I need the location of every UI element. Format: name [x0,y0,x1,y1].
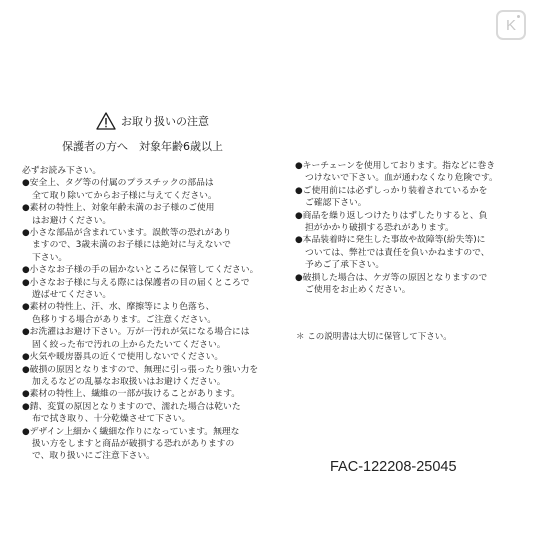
caution-item-continuation: で、取り扱いにご注意下さい。 [32,451,155,462]
caution-item-continuation: ついては、弊社では責任を負いかねますので、 [305,247,490,258]
caution-item-continuation: 予めご了承下さい。 [305,260,385,271]
caution-item-continuation: 担がかかり破損する恐れがあります。 [305,223,454,234]
caution-item-text: ●小さなお子様に与える際には保護者の目の届くところで [22,277,250,288]
caution-item-continuation: つけないで下さい。血が通わなくなり危険です。 [305,173,498,184]
caution-item-continuation: ますので、3歳未満のお子様には絶対に与えないで [32,240,231,251]
caution-item-text: ●破損の原因となりますので、無理に引っ張ったり強い力を [22,364,259,375]
caution-item-continuation: 固く絞った布で汚れの上からたたいてください。 [32,339,226,350]
caution-item-text: ●デザイン上細かく繊細な作りになっています。無理な [22,426,240,437]
caution-item-text: ●ご使用前には必ずしっかり装着されているかを [295,185,488,196]
caution-item [22,227,267,264]
product-code: FAC-122208-25045 [330,459,457,475]
caution-item [22,388,267,400]
right-caution-list [295,160,520,296]
caution-item [22,277,267,302]
caution-item [295,272,520,297]
caution-item-text: ●お洗濯はお避け下さい。万が一汚れが気になる場合には [22,327,250,338]
caution-item [22,326,267,351]
caution-item [22,177,267,202]
k-logo-icon [496,10,526,40]
caution-item-text: ●小さなお子様の手の届かないところに保管してください。 [22,265,259,276]
caution-item-text: ●本品装着時に発生した事故や故障等(紛失等)に [295,235,486,246]
caution-item-text: ●錆、変質の原因となりますので、濡れた場合は乾いた [22,401,241,412]
caution-item [295,234,520,271]
caution-item [22,165,267,177]
caution-item [22,301,267,326]
caution-item-continuation: ご確認下さい。 [305,198,367,209]
caution-item-continuation: ご使用をお止めください。 [305,285,411,296]
caution-item [22,426,267,463]
caution-item [22,351,267,363]
warning-triangle-icon [96,112,116,130]
keep-manual-note: ＊ この説明書は大切に保管して下さい。 [296,332,452,342]
caution-item-text: 必ずお読み下さい。 [22,166,102,176]
caution-item-text: ●素材の特性上、汗、水、摩擦等により色落ち、 [22,302,215,313]
caution-item [295,185,520,210]
logo-letter: K [505,16,516,34]
caution-item-continuation: 加えるなどの乱暴なお取扱いはお避けください。 [32,376,226,387]
caution-header [96,110,236,132]
caution-item-continuation: 布で拭き取り、十分乾燥させて下さい。 [32,414,191,425]
caution-item-text: ●破損した場合は、ケガ等の原因となりますので [295,272,488,283]
caution-title: お取り扱いの注意 [121,115,209,128]
caution-item-continuation: 下さい。 [32,252,68,263]
caution-item-continuation: 全て取り除いてからお子様に与えてください。 [32,190,217,201]
caution-item-text: ●キーチェーンを使用しております。指などに巻き [295,161,496,171]
caution-item [22,202,267,227]
age-subtitle: 保護者の方へ 対象年齢6歳以上 [62,140,223,153]
caution-item [295,160,520,185]
caution-item-text: ●火気や暖房器具の近くで使用しないでください。 [22,352,224,363]
caution-item [295,210,520,235]
caution-item [22,364,267,389]
caution-item [22,401,267,426]
caution-item-continuation: 色移りする場合があります。ご注意ください。 [32,314,217,325]
caution-item-text: ●素材の特性上、対象年齢未満のお子様のご使用 [22,203,215,214]
caution-item-continuation: 扱い方をしますと商品が破損する恐れがありますの [32,438,235,449]
caution-item-continuation: 遊ばせてください。 [32,290,112,301]
caution-item-text: ●素材の特性上、繊維の一部が抜けることがあります。 [22,389,241,400]
caution-item-continuation: はお避けください。 [32,215,112,226]
caution-item [22,264,267,276]
caution-item-text: ●小さな部品が含まれています。誤飲等の恐れがあり [22,228,232,239]
left-caution-list [22,165,267,463]
caution-item-text: ●安全上、タグ等の付属のプラスチックの部品は [22,178,214,189]
caution-item-text: ●商品を繰り返しつけたりはずしたりすると、負 [295,210,488,221]
